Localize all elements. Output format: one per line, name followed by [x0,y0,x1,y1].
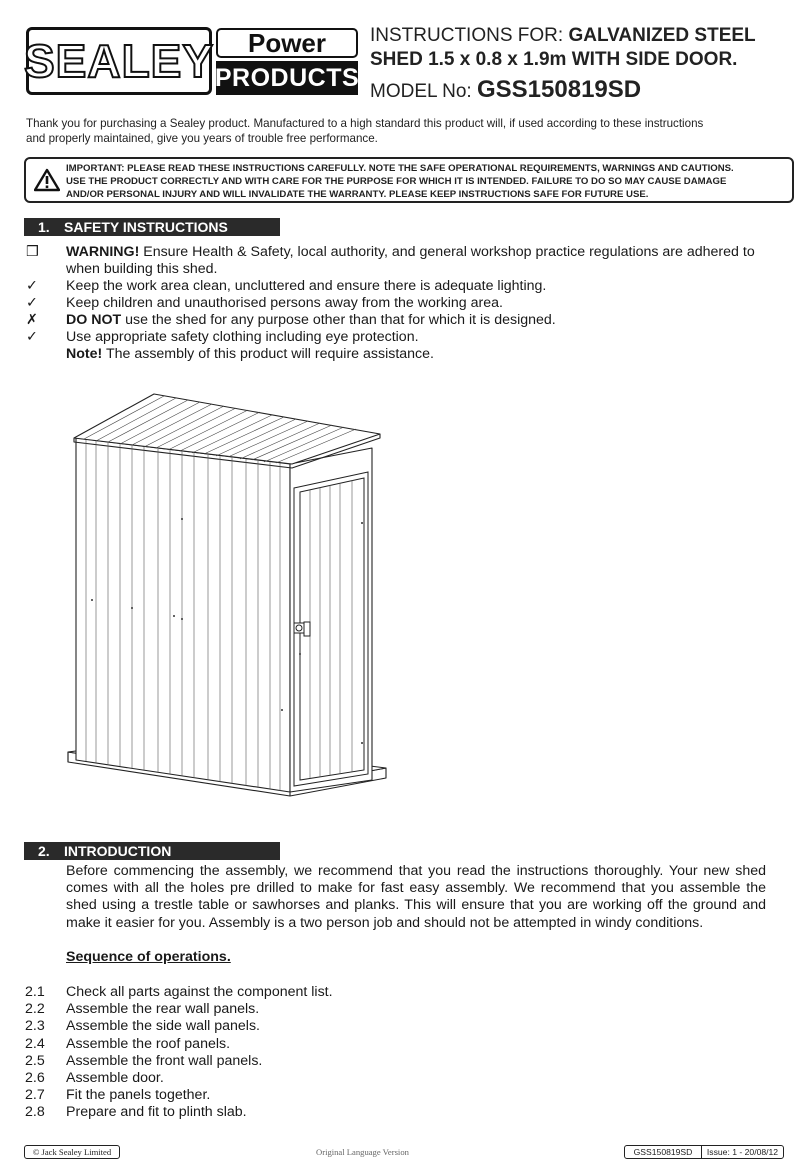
check-icon: ✓ [26,329,38,345]
section-1-number: 1. [38,219,50,235]
safety-item [24,312,784,329]
step-number: 2.2 [25,1001,45,1018]
important-notice-box [24,157,794,203]
product-title-part2: SHED 1.5 x 0.8 x 1.9m WITH SIDE DOOR. [370,49,738,70]
list-item [24,1018,524,1035]
step-number: 2.1 [25,984,45,1000]
model-issue-label [624,1145,784,1159]
step-text: Check all parts against the component list. [66,984,333,1000]
step-text: Fit the panels together. [66,1087,211,1104]
safety-item [24,295,784,312]
model-number: GSS150819SD [477,76,642,103]
step-text: Assemble the front wall panels. [66,1052,263,1069]
step-number: 2.4 [25,1035,45,1052]
safety-item-text: use the shed for any purpose other than that for which it is designed. [121,312,556,328]
safety-item-text: when building this shed. [66,261,218,277]
footer-issue: Issue: 1 - 20/08/12 [706,1147,779,1157]
model-line [370,76,641,104]
safety-item-text: Use appropriate safety clothing including eye protection. [66,329,419,345]
list-item [24,1104,524,1121]
step-number: 2.6 [25,1070,45,1087]
warning-triangle-icon [34,168,60,192]
section-2-number: 2. [38,843,50,859]
step-text: Assemble the roof panels. [66,1035,231,1052]
cross-icon: ✗ [26,312,38,328]
safety-item [24,244,784,261]
step-text: Assemble door. [66,1070,164,1087]
instructions-for-label: INSTRUCTIONS FOR: [370,25,564,46]
safety-item-text: The assembly of this product will require assistance. [102,346,434,362]
shed-illustration [62,388,392,826]
safety-item [24,329,784,346]
safety-instructions-list [24,244,784,363]
section-2-title: INTRODUCTION [64,843,172,859]
product-title-part1: GALVANIZED STEEL [568,25,756,46]
list-item [24,1001,524,1018]
safety-item [24,261,784,278]
thank-you-text [26,116,726,146]
copyright-label: © Jack Sealey Limited [24,1145,120,1159]
safety-item-text: Ensure Health & Safety, local authority, and general workshop practice regulations are adhered to [139,244,755,260]
safety-item-text: Keep the work area clean, uncluttered and ensure there is adequate lighting. [66,278,547,294]
sealey-logo [23,27,215,95]
checkbox-icon: ❒ [26,244,39,260]
important-line-2: USE THE PRODUCT CORRECTLY AND WITH CARE FOR THE PURPOSE FOR WHICH IT IS INTENDED. FAILURE TO DO SO MAY CAUSE DAMAGE [66,176,727,187]
sequence-heading: Sequence of operations. [66,949,231,965]
sequence-steps-list [24,984,524,1122]
important-notice-text [66,162,788,201]
check-icon: ✓ [26,278,38,294]
section-2-heading [24,842,280,860]
step-text: Assemble the rear wall panels. [66,1001,260,1018]
safety-item-text: Keep children and unauthorised persons away from the working area. [66,295,503,311]
products-logo-text: PRODUCTS [214,63,360,92]
list-item [24,984,524,1001]
safety-item [24,278,784,295]
step-number: 2.7 [25,1087,45,1104]
products-logo [216,61,358,95]
section-1-title: SAFETY INSTRUCTIONS [64,219,228,235]
list-item [24,1036,524,1053]
step-number: 2.3 [25,1018,45,1035]
thank-you-line-2: and properly maintained, give you years of trouble free performance. [26,132,378,145]
step-number: 2.8 [25,1104,45,1121]
list-item [24,1087,524,1104]
important-line-3: AND/OR PERSONAL INJURY AND WILL INVALIDATE THE WARRANTY. PLEASE KEEP INSTRUCTIONS SAFE FOR FUTURE USE. [66,189,649,200]
safety-item-bold: Note! [66,346,103,362]
list-item [24,1070,524,1087]
header-line-1 [370,25,756,47]
introduction-paragraph: Before commencing the assembly, we recommend that you read the instructions thoroughly. Your new shed comes with all the holes pre drilled to make for fast easy assembly. We recommend that you assemble the shed using a trestle table or sawhorses and planks. This will ensure that you are working off the ground and make it easier for you. Assembly is a two person job and should not be attempted in windy conditions. [66,863,766,931]
section-1-heading [24,218,280,236]
power-logo-text: Power [247,27,327,58]
step-text: Prepare and fit to plinth slab. [66,1104,247,1121]
thank-you-line-1: Thank you for purchasing a Sealey product. Manufactured to a high standard this product will, if used according to these instructions [26,117,704,130]
important-line-1: IMPORTANT: PLEASE READ THESE INSTRUCTIONS CAREFULLY. NOTE THE SAFE OPERATIONAL REQUIREMENTS, WARNINGS AND CAUTIONS. [66,163,734,174]
model-label: MODEL No: [370,81,472,102]
check-icon: ✓ [26,295,38,311]
safety-item-bold: DO NOT [66,312,122,328]
step-number: 2.5 [25,1052,45,1069]
safety-item-bold: WARNING! [66,244,140,260]
sealey-logo-text: SEALEY [23,35,215,87]
power-logo [216,28,358,58]
list-item [24,1053,524,1070]
step-text: Assemble the side wall panels. [66,1018,260,1035]
footer-model-number: GSS150819SD [625,1146,702,1158]
safety-item [24,346,784,363]
language-version-label: Original Language Version [316,1147,409,1157]
